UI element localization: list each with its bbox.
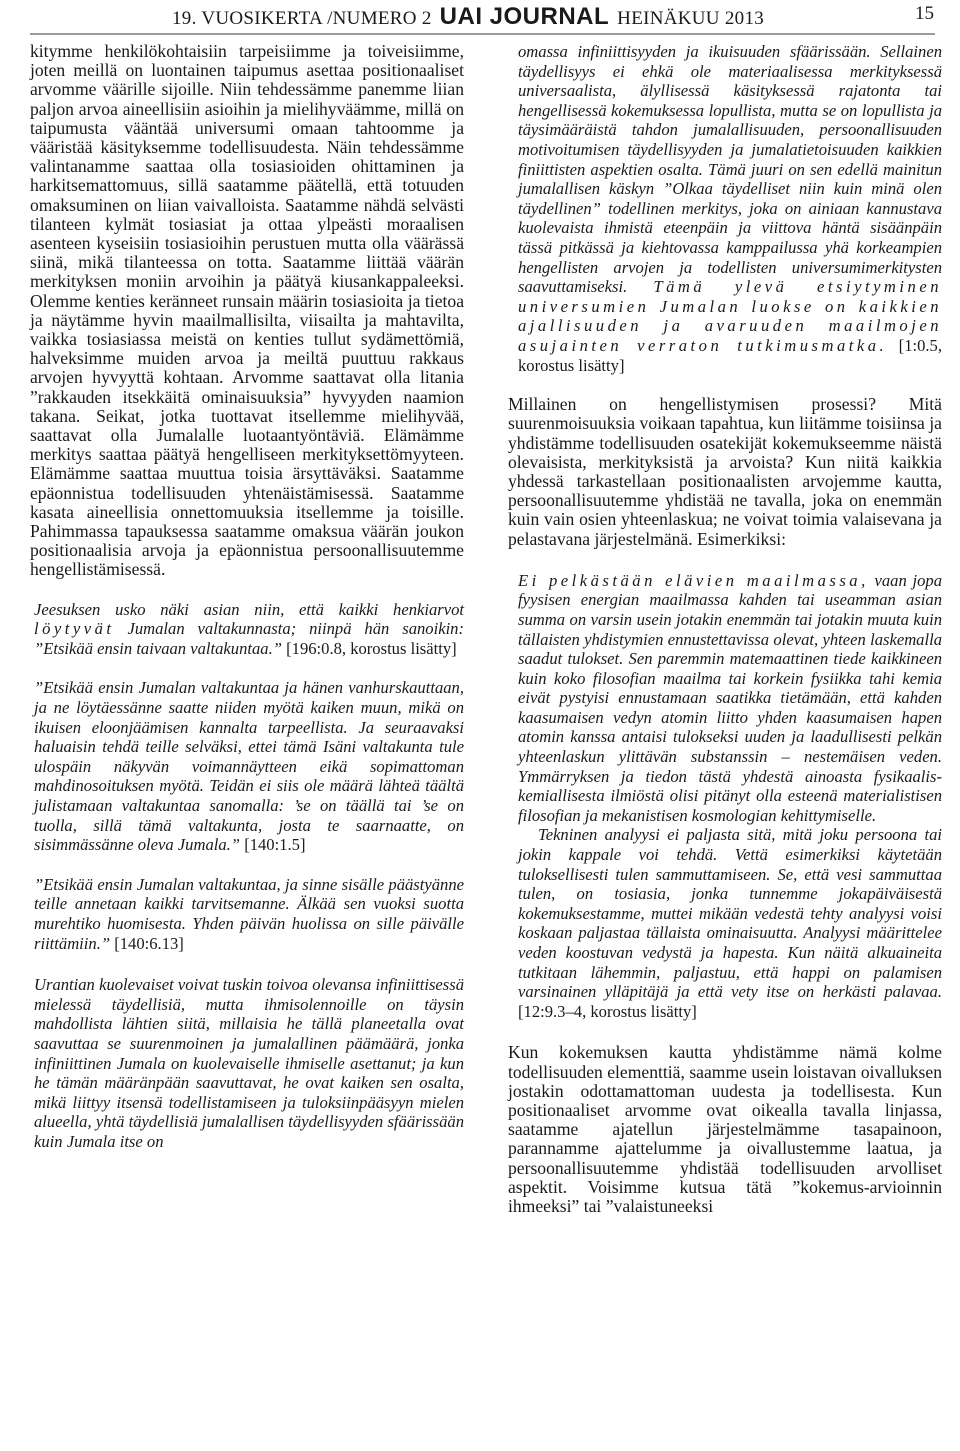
left-column — [30, 42, 464, 1152]
header-rule — [30, 33, 935, 35]
quote-5-text-a: vaan jopa fyysisen energian maailmassa kahden tai useamman asian summa on varsin usein jotakin enemmän tai jotakin muuta kuin tällaisten yhdistymien ennustettavissa olevat, yhteen laskemalla saadut tulokset. Sen paremmin matemaattinen tiede kaikkineen kuin koko filosofian maailma tai korkein fysiikka tahi kemia eivät pystyisi ennustamaan saatikka tietämään, että kahden kaasumaisen vedyn atomin liitto yhden kaasumaisen hapen atomin kanssa antaisi tulokseksi uuden ja laadullisesti pelkän yhteenlaskun ylittävän substanssin – nestemäisen veden. Ymmärryksen ja tiedon tästä yhdestä ainoasta fysikaalis-kemiallisesta ilmiöstä olisi pitänyt olla esteenä materialistisen filosofian ja mekanistisen kosmologian kehittymiselle. — [518, 570, 942, 825]
quote-1-emphasis: löytyvät — [34, 619, 115, 639]
quote-1-text-b: Jumalan valtakunnasta; niinpä hän sanoikin: ”Etsikää ensin taivaan valtakuntaa.” — [34, 619, 464, 658]
quote-5-reference: [12:9.3–4, korostus lisätty] — [518, 1001, 697, 1021]
quote-5-emphasis: Ei pelkästään elävien maailmassa, — [518, 570, 869, 590]
journal-name: UAI JOURNAL — [439, 3, 610, 30]
quote-4-reference: [1:0.5, korostus lisätty] — [518, 335, 942, 375]
right-column — [508, 42, 942, 1216]
quote-3-reference: [140:6.13] — [114, 933, 184, 953]
quote-1-text-a: Jeesuksen usko näki asian niin, että kaikki henkiarvot — [34, 599, 464, 619]
quote-4-emphasis: Tämä ylevä etsiytyminen universumien Jumalan luokse on kaikkien ajallisuuden ja avaruuden maailmojen asujainten verraton tutkimusmatka. — [518, 277, 942, 355]
quote-5-part-2 — [518, 825, 942, 1021]
issue-date: HEINÄKUU 2013 — [617, 8, 765, 29]
quote-2-text: ”Etsikää ensin Jumalan valtakuntaa ja hänen vanhurskauttaan, ja ne löytäessänne saatte niiden myötä kaiken muun, mikä on ikuisen eloonjäämisen kannalta tarpeellista. Ja seuraavaksi haluaisin tehdä teille selväksi, ettei tämä Isäni valtakunta tule ulospäin näkyvän voimannäytteen eikä sopimattoman mahdinosoituksen myötä. Teidän ei siis ole määrä lähteä täältä julistamaan valtakuntaa sanomalla: ’se on täällä tai ’se on tuolla, sillä tämä valtakunta, josta te saarnaatte, on sisimmässänne oleva Jumala.” — [34, 678, 464, 855]
quote-1 — [34, 600, 464, 659]
header-title — [172, 3, 764, 31]
issue-label: 19. VUOSIKERTA /NUMERO 2 — [172, 8, 432, 29]
body-paragraph-1: kitymme henkilökohtaisiin tarpeisiimme ja toiveisiimme, joten meillä on luontainen taipumus asettaa positionaaliset arvomme väärille sijoille. Niin tehdessämme panemme liian paljon arvoa aineellisiin asioihin ja mielihyväämme, millä on taipumusta vääntää universumi omaan tahtoomme ja vääristää käsityksemme todellisuudesta. Näin tehdessämme valintanamme saattaa olla tosiasioiden ohittaminen ja harkitsemattomuus, sillä saatamme päätellä, että totuuden omaksuminen on liian vaivalloista. Saatamme nähdä selvästi tilanteen kylmät tosiasiat ja ottaa ylpeästi moraalisen asenteen kyseisiin tosiasioihin perustuen mutta olla väärässä siinä, mikä tilanteessa on totta. Saatamme liittää väärän merkityksen moniin arvoihin ja päätyä kiusankappaleeksi. Olemme kenties keränneet runsain määrin tosiasioita ja tietoa ja näytämme hyvin maailmallisilta, viisailta ja mahtavilta, vaikka tosiasiassa meistä on kenties tullut sydämettömiä, halveksimme muiden arvoa ja meiltä puuttuu rakkaus arvojen hyvyyttä kohtaan. Arvomme saattavat olla litania ”rakkauden itsekkäitä ominaisuuksia” hyvyyden naamion takana. Seikat, jotka tuottavat itsellemme mielihyvää, saattavat olla Jumalalle luotaantyöntäviä. Elämämme merkitys saattaa päätyä hengelliseen merkityksettömyyteen. Elämämme saattaa muuttua toisia ärsyttäväksi. Saatamme epäonnistua todellisuuden yhtenäistämisessä. Saatamme kasata aineellisia onnettomuuksia itsellemme ja toisille. Pahimmassa tapauksessa saatamme omaksua väärän joukon positionaalisia arvoja ja epäonnistua persoonallisuutemme hengellistämisessä. — [30, 41, 464, 580]
quote-5 — [518, 571, 942, 826]
quote-3 — [34, 875, 464, 953]
quote-3-text: ”Etsikää ensin Jumalan valtakuntaa, ja sinne sisälle päästyänne teille annetaan kaikki tarvitsemanne. Älkää sen vuoksi suotta murehtiko huomisesta. Yhden päivän huolissa on sille päivälle riittämiin.” — [34, 874, 464, 953]
quote-2-reference: [140:1.5] — [244, 835, 306, 855]
quote-4: Urantian kuolevaiset voivat tuskin toivoa olevansa infiniittisessä mielessä täydellisiä, mutta ihmisolennoille on täysin mahdollista lähtien siitä, millaisia he tällä planeetalla ovat saavuttaa se suurenmoinen ja jumalallinen päämäärä, jonka infiniittinen Jumala on kuolevaiselle ihmiselle asettanut; ja kun he tämän määränpään saavuttavat, he ovat kaiken sen osalta, mikä liittyy itsensä todellistamiseen ja tuloksiinpääsyyn mielen alueella, yhtä täydellisiä jumalallisen täydellisyyden sfäärissään kuin Jumala itse on — [34, 975, 464, 1151]
quote-2 — [34, 678, 464, 854]
page-header — [0, 0, 960, 36]
quote-1-reference: [196:0.8, korostus lisätty] — [286, 638, 457, 658]
page-number: 15 — [915, 3, 934, 24]
body-paragraph-3: Kun kokemuksen kautta yhdistämme nämä kolme todellisuuden elementtiä, saamme usein loistavan oivalluksen jostakin odottamattoman uudesta ja todellisesta. Kun positionaaliset arvomme ovat oikealla tavalla linjassa, saatamme ajatellun järjestelmämme tasapainoon, parannamme ajattelumme ja oivallustemme laatua, ja persoonallisuutemme yhdistää todellisuuden arvolliset aspektit. Voisimme kutsua tätä ”kokemus-arvioinnin ihmeeksi” tai ”valaistuneeksi — [508, 1042, 942, 1216]
quote-5-text-b: Tekninen analyysi ei paljasta sitä, mitä joku persoona tai jokin kappale voi tehdä. Vettä esimerkiksi käytetään tuloksellisesti tulen sammuttamiseen. Se, että vesi sammuttaa tulen, on tosiasia, jonka tunnemme jokapäiväisestä kokemuksestamme, muttei mikään vedestä tehty analyysi voisi koskaan paljastaa tällaista ominaisuutta. Analyysi määrittelee veden koostuvan vedystä ja hapesta. Kun näitä alkuaineita tutkitaan lähemmin, paljastuu, että happi on palamisen varsinainen ylläpitäjä ja että vety itse on herkästi palavaa. — [518, 825, 942, 1002]
quote-4-continued-text: omassa infiniittisyyden ja ikuisuuden sfäärissään. Sellainen täydellisyys ei ehkä ole materiaalisessa merkityksessä universaalista, älyllisessä käsityksessä rajatonta tai hengellisessä kokemuksessa lopullista, mutta se on lopullista ja täysimääräistä tahdon jumalallisuuden, persoonallisuuden motivoitumisen täydellisyyden ja jumalatietoisuuden kaikkien finiittisten aspektien osalta. Tämä juuri on sen edellä mainitun jumalallisen käskyn ”Olkaa täydelliset niin kuin minä olen täydellinen” todellinen merkitys, joka on ainiaan kannustava kuolevaista ihmistä eteenpäin ja viittova häntä sisäänpäin tässä pitkässä ja kiehtovassa kamppailussa yhä korkeampien hengellisten arvojen ja todellisten universumimerkitysten saavuttamiseksi. — [518, 42, 942, 297]
quote-4-continued — [518, 42, 942, 375]
body-paragraph-2: Millainen on hengellistymisen prosessi? Mitä suurenmoisuuksia voikaan tapahtua, kun liitämme toisiinsa ja yhdistämme todellisuuden osatekijät kokemukseemme näistä olevaisista, merkityksistä ja arvoista? Kun niitä kaikkia yhdessä tarkastellaan positionaalisten arvojemme kautta, persoonallisuutemme yhdistää ne tavalla, joka on enemmän kuin vain osien yhteenlaskua; ne voivat toimia valaisevana ja pelastavana järjestelmänä. Esimerkiksi: — [508, 394, 942, 549]
